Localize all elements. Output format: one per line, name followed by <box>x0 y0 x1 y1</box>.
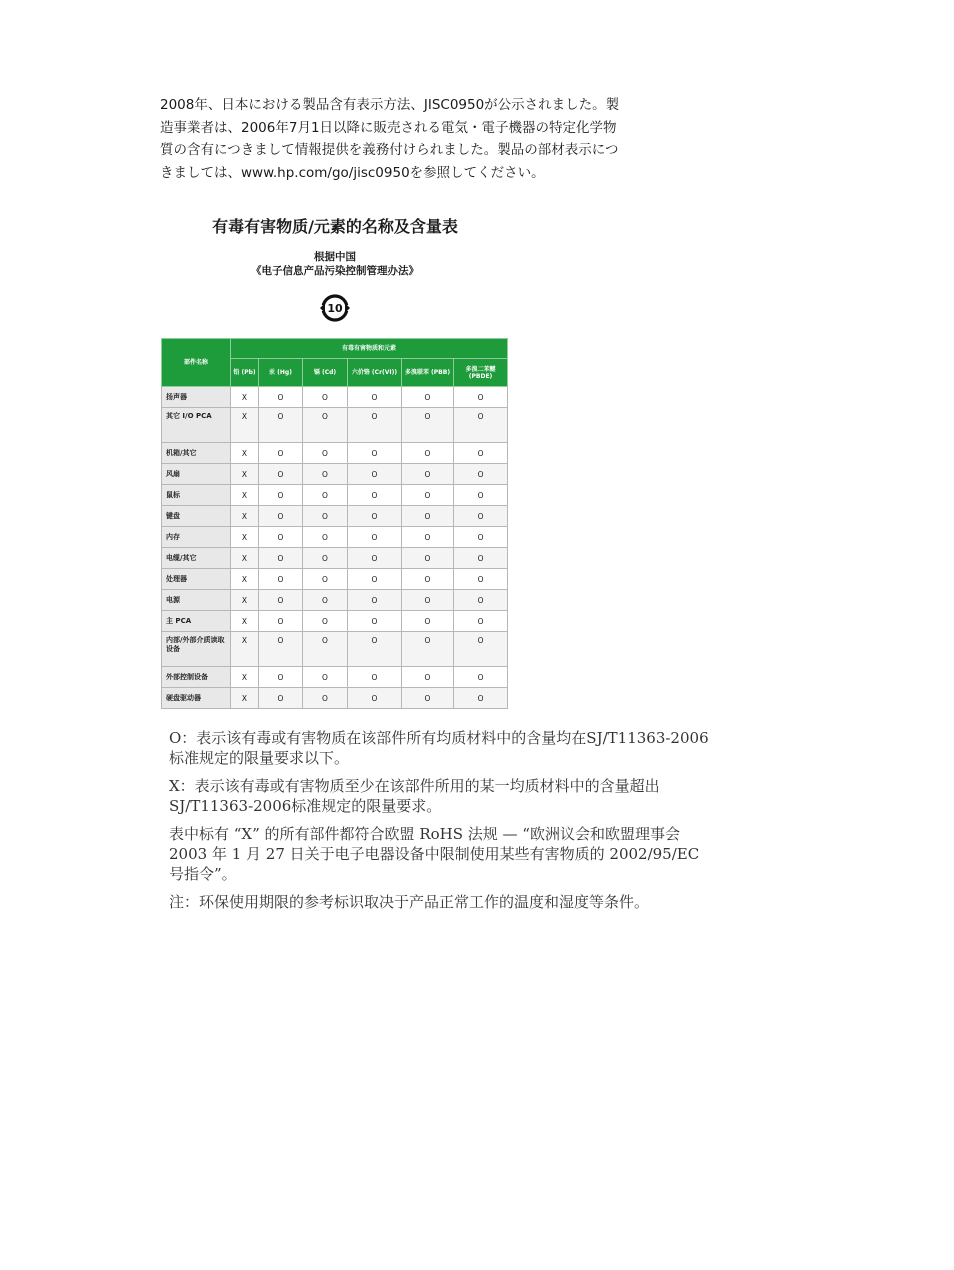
substance-value-cell: O <box>303 632 348 667</box>
substance-value-cell: O <box>402 464 454 485</box>
substance-header: 六价铬 (Cr(VI)) <box>348 359 402 387</box>
substance-header: 多溴联苯 (PBB) <box>402 359 454 387</box>
table-row <box>162 569 508 590</box>
japanese-intro-paragraph: 2008年、日本における製品含有表示方法、JISC0950が公示されました。製造事業者は、2006年7月1日以降に販売される電気・電子機器の特定化学物質の含有につきまして情報提供を義務付けられました。製品の部材表示につきましては、www.hp.com/go/jisc0950を参照してください。 <box>160 97 620 181</box>
substance-value-cell: O <box>259 688 303 709</box>
substance-value-cell: O <box>259 590 303 611</box>
table-row <box>162 464 508 485</box>
substance-value-cell: O <box>402 408 454 443</box>
part-name-cell: 硬盘驱动器 <box>162 688 231 709</box>
table-row <box>162 527 508 548</box>
substance-value-cell: O <box>348 506 402 527</box>
substance-value-cell: O <box>402 569 454 590</box>
substance-value-cell: O <box>348 464 402 485</box>
x-symbol-note: X：表示该有毒或有害物质至少在该部件所用的某一均质材料中的含量超出SJ/T11363-2006标准规定的限量要求。 <box>169 777 660 815</box>
substance-value-cell: O <box>454 569 508 590</box>
substance-value-cell: O <box>454 485 508 506</box>
basis-line-1: 根据中国 <box>314 251 356 263</box>
substance-value-cell: O <box>454 506 508 527</box>
substance-value-cell: O <box>454 408 508 443</box>
substance-value-cell: X <box>231 527 259 548</box>
table-row <box>162 667 508 688</box>
substance-value-cell: O <box>259 548 303 569</box>
epup-logo-number: 10 <box>327 302 343 315</box>
substance-value-cell: X <box>231 688 259 709</box>
substance-value-cell: O <box>303 506 348 527</box>
o-symbol-note: O：表示该有毒或有害物质在该部件所有均质材料中的含量均在SJ/T11363-2006标准规定的限量要求以下。 <box>169 729 709 767</box>
substance-value-cell: O <box>303 667 348 688</box>
substance-value-cell: O <box>348 611 402 632</box>
part-name-cell: 内部/外部介质读取设备 <box>162 632 231 667</box>
substance-value-cell: X <box>231 408 259 443</box>
substance-value-cell: O <box>259 611 303 632</box>
substance-header: 镉 (Cd) <box>303 359 348 387</box>
substance-value-cell: O <box>348 688 402 709</box>
table-row <box>162 485 508 506</box>
substance-value-cell: O <box>303 527 348 548</box>
substance-value-cell: O <box>303 485 348 506</box>
substance-value-cell: O <box>259 464 303 485</box>
table-row <box>162 443 508 464</box>
substance-value-cell: O <box>303 464 348 485</box>
table-row <box>162 688 508 709</box>
table-row <box>162 590 508 611</box>
substance-value-cell: O <box>259 485 303 506</box>
part-name-cell: 其它 I/O PCA <box>162 408 231 443</box>
part-name-header: 部件名称 <box>162 339 231 387</box>
substance-value-cell: O <box>402 387 454 408</box>
substance-value-cell: O <box>402 611 454 632</box>
substance-value-cell: O <box>303 590 348 611</box>
substance-value-cell: O <box>454 548 508 569</box>
substance-value-cell: O <box>303 408 348 443</box>
table-row <box>162 408 508 443</box>
substance-value-cell: O <box>348 527 402 548</box>
substance-value-cell: O <box>259 506 303 527</box>
rohs-compliance-note: 表中标有 “X” 的所有部件都符合欧盟 RoHS 法规 — “欧洲议会和欧盟理事会 2003 年 1 月 27 日关于电子电器设备中限制使用某些有害物质的 2002/95/EC 号指令”。 <box>169 825 700 883</box>
substance-value-cell: O <box>402 590 454 611</box>
substance-value-cell: X <box>231 443 259 464</box>
substance-value-cell: O <box>303 548 348 569</box>
part-name-cell: 鼠标 <box>162 485 231 506</box>
substance-value-cell: O <box>348 548 402 569</box>
substance-value-cell: O <box>259 667 303 688</box>
substance-value-cell: O <box>259 569 303 590</box>
substance-value-cell: O <box>348 387 402 408</box>
substance-value-cell: O <box>259 527 303 548</box>
substance-value-cell: O <box>348 569 402 590</box>
substance-value-cell: O <box>454 527 508 548</box>
substance-value-cell: O <box>303 611 348 632</box>
substance-value-cell: O <box>259 408 303 443</box>
part-name-cell: 电缆/其它 <box>162 548 231 569</box>
substance-value-cell: O <box>402 667 454 688</box>
substance-value-cell: O <box>303 443 348 464</box>
substance-value-cell: O <box>454 667 508 688</box>
epup-period-note: 注：环保使用期限的参考标识取决于产品正常工作的温度和湿度等条件。 <box>169 893 650 911</box>
table-title: 有毒有害物质/元素的名称及含量表 <box>212 217 458 236</box>
table-row <box>162 632 508 667</box>
substance-header: 多溴二苯醚 (PBDE) <box>454 359 508 387</box>
substance-value-cell: O <box>402 632 454 667</box>
substance-value-cell: O <box>454 611 508 632</box>
substance-value-cell: X <box>231 464 259 485</box>
substance-value-cell: O <box>303 688 348 709</box>
hazardous-substances-table <box>161 338 508 709</box>
substance-value-cell: O <box>454 632 508 667</box>
part-name-cell: 键盘 <box>162 506 231 527</box>
substance-value-cell: O <box>402 548 454 569</box>
substance-value-cell: O <box>402 527 454 548</box>
substance-value-cell: X <box>231 590 259 611</box>
substance-value-cell: O <box>454 464 508 485</box>
substance-value-cell: O <box>348 590 402 611</box>
regulation-basis <box>160 250 510 278</box>
part-name-cell: 内存 <box>162 527 231 548</box>
substance-value-cell: O <box>454 443 508 464</box>
basis-line-2: 《电子信息产品污染控制管理办法》 <box>251 265 419 277</box>
substance-value-cell: O <box>348 408 402 443</box>
substance-value-cell: O <box>259 387 303 408</box>
substance-header: 汞 (Hg) <box>259 359 303 387</box>
substance-value-cell: O <box>454 387 508 408</box>
part-name-cell: 处理器 <box>162 569 231 590</box>
substance-value-cell: O <box>402 443 454 464</box>
substance-value-cell: O <box>303 387 348 408</box>
substance-value-cell: O <box>454 590 508 611</box>
substance-value-cell: X <box>231 506 259 527</box>
substance-header: 铅 (Pb) <box>231 359 259 387</box>
substance-value-cell: O <box>348 443 402 464</box>
substance-value-cell: X <box>231 611 259 632</box>
epup-recycle-logo-icon <box>318 292 352 324</box>
part-name-cell: 风扇 <box>162 464 231 485</box>
part-name-cell: 主 PCA <box>162 611 231 632</box>
substance-value-cell: O <box>402 506 454 527</box>
substance-value-cell: X <box>231 548 259 569</box>
substance-value-cell: X <box>231 667 259 688</box>
table-row <box>162 506 508 527</box>
part-name-cell: 电源 <box>162 590 231 611</box>
table-row <box>162 611 508 632</box>
substance-value-cell: O <box>348 485 402 506</box>
substance-value-cell: O <box>454 688 508 709</box>
substance-value-cell: X <box>231 569 259 590</box>
substance-value-cell: X <box>231 387 259 408</box>
substance-value-cell: O <box>303 569 348 590</box>
substance-value-cell: X <box>231 632 259 667</box>
substance-value-cell: O <box>402 688 454 709</box>
substance-value-cell: O <box>348 632 402 667</box>
part-name-cell: 外部控制设备 <box>162 667 231 688</box>
substance-value-cell: O <box>259 632 303 667</box>
table-row <box>162 548 508 569</box>
substances-group-header: 有毒有害物质和元素 <box>231 339 508 359</box>
substance-value-cell: O <box>402 485 454 506</box>
part-name-cell: 机箱/其它 <box>162 443 231 464</box>
substance-value-cell: O <box>259 443 303 464</box>
substance-value-cell: O <box>348 667 402 688</box>
table-row <box>162 387 508 408</box>
part-name-cell: 扬声器 <box>162 387 231 408</box>
substance-value-cell: X <box>231 485 259 506</box>
